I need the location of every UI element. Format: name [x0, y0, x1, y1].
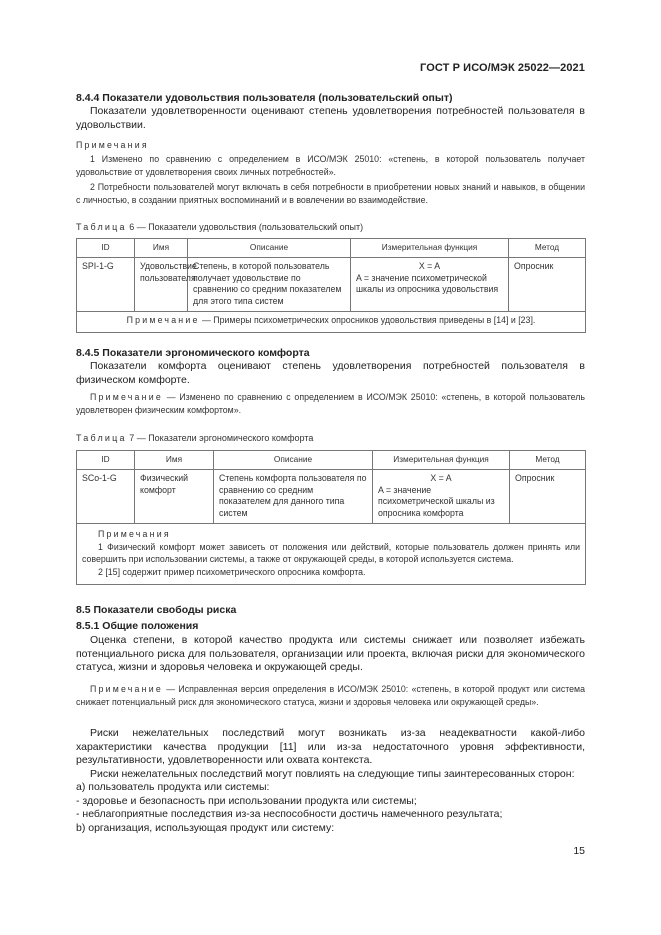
cell-measurement-function [351, 258, 509, 312]
paragraph-risk-freedom: Оценка степени, в которой качество продукта или системы снижает или позволяет избежать потенциального риска для пользователя, организации или проекта, включая риски для экономического статуса, жизни и здоровья человека и окружающей среды. [76, 634, 585, 673]
header-name: Имя [135, 451, 214, 470]
table-6-note-label: Примечание [126, 315, 200, 325]
list-item: a) пользователь продукта или системы: [76, 781, 270, 793]
function-formula: X = A [418, 261, 441, 271]
cell-name: Удовольствие пользователя [135, 258, 188, 312]
table-row [77, 470, 586, 524]
table-6 [76, 238, 586, 333]
stakeholder-list [76, 781, 585, 835]
comfort-note-text: — Изменено по сравнению с определением в ИСО/МЭК 25010: «степень, в которой пользователь удовлетворен физическим комфортом». [76, 392, 585, 415]
header-measurement-function: Измерительная функция [373, 451, 510, 470]
header-method: Метод [510, 451, 586, 470]
cell-id: SPI-1-G [77, 258, 135, 312]
comfort-note [76, 391, 585, 417]
risk-note [76, 683, 585, 709]
table-7-notes-row [77, 524, 586, 585]
table-7-note-1: 1 Физический комфорт может зависеть от положения или действий, которые пользователь должен принять или совершить при использовании системы, а также от окружающей среды, в которой используется система. [82, 541, 580, 564]
cell-measurement-function [373, 470, 510, 524]
paragraph-comfort: Показатели комфорта оценивают степень удовлетворения потребностей пользователя в физическом комфорте. [76, 360, 585, 386]
risk-note-text: — Исправленная версия определения в ИСО/МЭК 25010: «степень, в которой продукт или система снижает потенциальный риск для экономического статуса, жизни и здоровья человека или окружающей среды». [76, 684, 585, 707]
paragraph-risks-stakeholders: Риски нежелательных последствий могут повлиять на следующие типы заинтересованных сторон: [90, 768, 575, 780]
table-6-caption-text: 6 — Показатели удовольствия (пользовательский опыт) [126, 222, 364, 232]
header-id: ID [77, 239, 135, 258]
notes-label: Примечания [76, 140, 149, 150]
table-row [77, 258, 586, 312]
risk-note-label: Примечание [90, 684, 163, 694]
table-6-note [77, 312, 586, 333]
table-7-caption-prefix: Таблица [76, 433, 127, 443]
header-description: Описание [214, 451, 373, 470]
paragraph-risks-causes: Риски нежелательных последствий могут возникать из-за неадекватности какой-либо характеристики качества продукции [11] или из-за недостаточного уровня эффективности, результативности, удовлетворенности или охвата контекста. [76, 727, 585, 766]
cell-description: Степень, в которой пользователь получает удовольствие по сравнению со средним показателем для этого типа систем [188, 258, 351, 312]
section-heading-8-5-1: 8.5.1 Общие положения [76, 620, 199, 632]
table-6-note-text: — Примеры психометрических опросников удовольствия приведены в [14] и [23]. [199, 315, 536, 325]
table-7-notes-label: Примечания [98, 529, 171, 539]
list-item: - здоровье и безопасность при использовании продукта или системы; [76, 794, 417, 807]
table-6-caption-prefix: Таблица [76, 222, 127, 232]
table-6-caption [76, 222, 363, 232]
table-6-header-row [77, 239, 586, 258]
paragraph-satisfaction: Показатели удовлетворенности оценивают степень удовлетворения потребностей пользователя в удовольствии. [76, 105, 585, 131]
header-measurement-function: Измерительная функция [351, 239, 509, 258]
comfort-note-label: Примечание [90, 392, 163, 402]
function-formula: X = A [430, 473, 452, 483]
table-7-caption [76, 433, 313, 443]
table-7-notes [77, 524, 586, 585]
section-heading-8-5: 8.5 Показатели свободы риска [76, 604, 237, 616]
table-6-note-row [77, 312, 586, 333]
note-1: 1 Изменено по сравнению с определением в ИСО/МЭК 25010: «степень, в которой пользователь получает удовольствие от удовлетворения своих личных потребностей». [76, 154, 585, 177]
section-heading-8-4-4: 8.4.4 Показатели удовольствия пользователя (пользовательский опыт) [76, 92, 453, 104]
table-7-caption-text: 7 — Показатели эргономического комфорта [126, 433, 314, 443]
note-2: 2 Потребности пользователей могут включать в себя потребности в приобретении новых знаний и навыков, в общении с личностью, в создании приятных воспоминаний и в вовлечении во взаимодействие. [76, 182, 585, 205]
cell-name: Физический комфорт [135, 470, 214, 524]
table-7-header-row [77, 451, 586, 470]
function-text: A = значение психометрической шкалы из опросника комфорта [378, 484, 495, 518]
standard-code-header: ГОСТ Р ИСО/МЭК 25022—2021 [420, 62, 585, 74]
page-number: 15 [573, 845, 585, 857]
cell-description: Степень комфорта пользователя по сравнению со средним показателем для данного типа систем [214, 470, 373, 524]
cell-id: SCo-1-G [77, 470, 135, 524]
section-heading-8-4-5: 8.4.5 Показатели эргономического комфорта [76, 347, 310, 359]
list-item: b) организация, использующая продукт или систему: [76, 821, 335, 834]
cell-method: Опросник [510, 470, 586, 524]
function-text: A = значение психометрической шкалы из опросника удовольствия [356, 272, 499, 294]
cell-method: Опросник [509, 258, 586, 312]
header-description: Описание [188, 239, 351, 258]
header-method: Метод [509, 239, 586, 258]
header-name: Имя [135, 239, 188, 258]
list-item: - неблагоприятные последствия из-за неспособности достичь намеченного результата; [76, 808, 503, 820]
table-7 [76, 450, 586, 585]
table-7-note-2: 2 [15] содержит пример психометрического опросника комфорта. [98, 566, 366, 577]
header-id: ID [77, 451, 135, 470]
